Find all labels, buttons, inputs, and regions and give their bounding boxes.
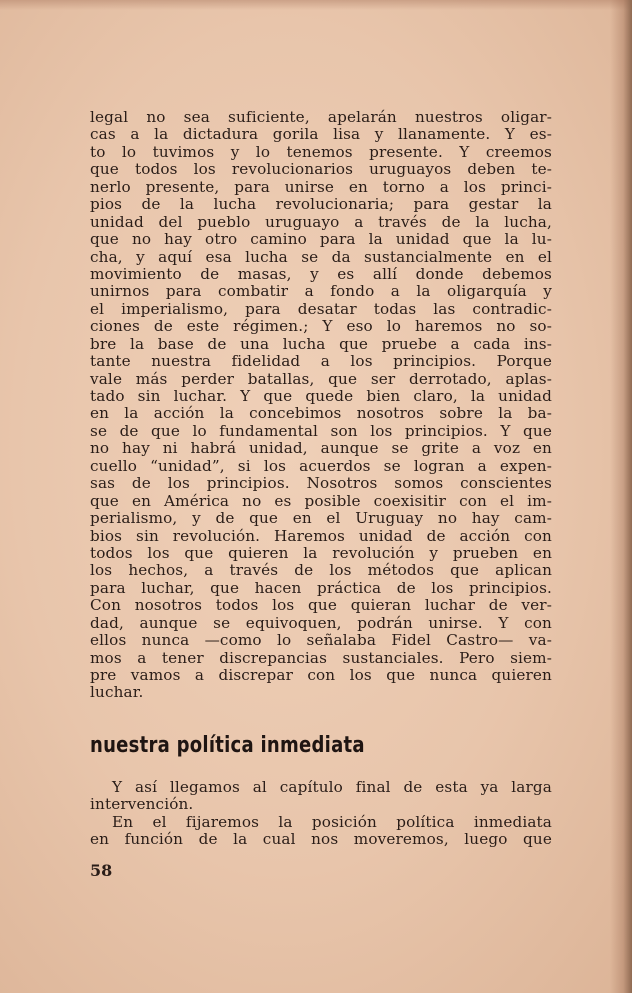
text-line: movimiento de masas, y es allí donde debemos [90, 264, 552, 283]
text-line: el imperialismo, para desatar todas las contradic- [90, 299, 552, 318]
text-line: mos a tener discrepancias sustanciales. Pero siem- [90, 648, 552, 667]
text-line: bre la base de una lucha que pruebe a cada ins- [90, 334, 552, 353]
page-right-edge [610, 0, 632, 993]
text-line: Y así llegamos al capítulo final de esta ya larga [112, 778, 552, 796]
text-line: unirnos para combatir a fondo a la oligarquía y [90, 282, 552, 301]
section-text [90, 778, 552, 848]
text-line: Con nosotros todos los que quieran luchar de ver- [90, 596, 552, 615]
text-line: en la acción la concebimos nosotros sobre la ba- [90, 404, 552, 423]
text-line: ciones de este régimen.; Y eso lo haremos no so- [90, 317, 552, 336]
text-line: tado sin luchar. Y que quede bien claro, la unidad [90, 387, 552, 405]
text-line: que todos los revolucionarios uruguayos deben te- [90, 160, 552, 179]
text-line: tante nuestra fidelidad a los principios. Porque [90, 352, 552, 371]
text-line: para luchar, que hacen práctica de los principios. [90, 578, 552, 597]
text-line: nerlo presente, para unirse en torno a los princi- [90, 177, 552, 196]
text-line: que no hay otro camino para la unidad que la lu- [90, 230, 552, 249]
text-line: vale más perder batallas, que ser derrotado, aplas- [90, 369, 552, 388]
section-heading: nuestra política inmediata [90, 733, 365, 758]
text-line: en función de la cual nos moveremos, luego que [90, 830, 552, 849]
page-number: 58 [90, 861, 113, 880]
text-line: luchar. [90, 683, 144, 702]
text-line: perialismo, y de que en el Uruguay no hay cam- [90, 509, 552, 528]
text-line: los hechos, a través de los métodos que aplican [90, 561, 552, 580]
text-line: todos los que quieren la revolución y prueben en [90, 543, 552, 562]
text-line: pre vamos a discrepar con los que nunca quieren [90, 666, 552, 684]
text-line: dad, aunque se equivoquen, podrán unirse. Y con [90, 613, 552, 632]
text-line: cuello “unidad”, si los acuerdos se logran a expen- [90, 456, 552, 475]
text-line: pios de la lucha revolucionaria; para gestar la [90, 195, 552, 214]
text-line: que en América no es posible coexisitir con el im- [90, 491, 552, 510]
text-line: se de que lo fundamental son los principios. Y que [90, 421, 552, 440]
text-line: cas a la dictadura gorila lisa y llanamente. Y es- [90, 125, 552, 144]
text-line: cha, y aquí esa lucha se da sustancialmente en el [90, 247, 552, 266]
text-line: legal no sea suficiente, apelarán nuestros oligar- [90, 108, 552, 126]
text-line: ellos nunca —como lo señalaba Fidel Castro— va- [90, 631, 552, 650]
text-line: En el fijaremos la posición política inmediata [112, 812, 552, 831]
body-text [90, 109, 552, 702]
text-line: sas de los principios. Nosotros somos conscientes [90, 474, 552, 493]
text-line: no hay ni habrá unidad, aunque se grite a voz en [90, 439, 552, 458]
page-top-shadow [0, 0, 632, 10]
text-line: to lo tuvimos y lo tenemos presente. Y creemos [90, 142, 552, 161]
text-line: unidad del pueblo uruguayo a través de la lucha, [90, 212, 552, 231]
text-line: intervención. [90, 795, 194, 814]
text-line: bios sin revolución. Haremos unidad de acción con [90, 526, 552, 545]
